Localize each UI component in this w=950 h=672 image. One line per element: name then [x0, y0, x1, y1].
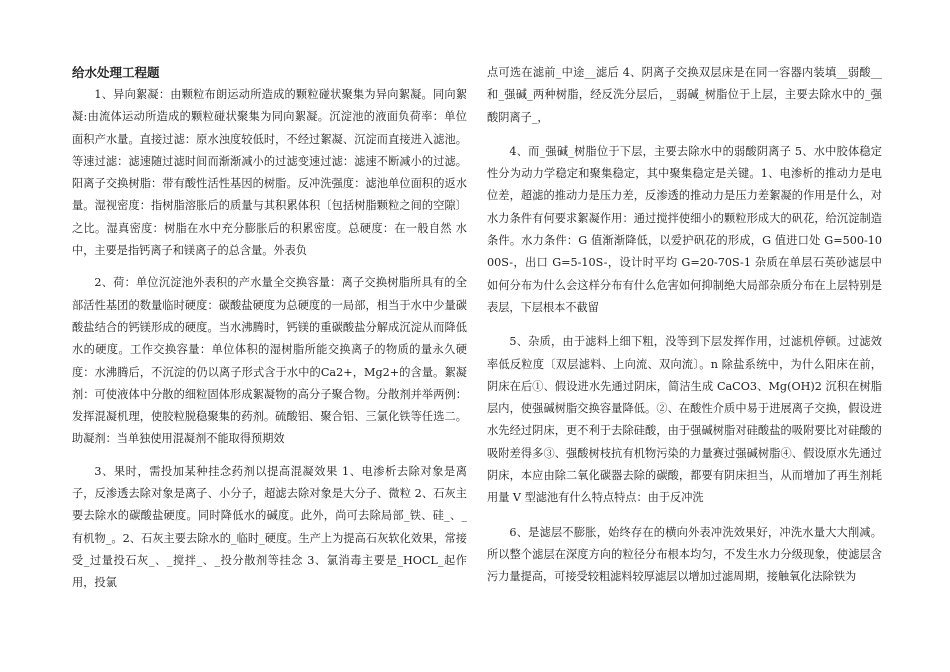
paragraph: 2、荷：单位沉淀池外表积的产水量全交换容量：离子交换树脂所具有的全部活性基团的数量临时硬度：碳酸盐硬度为总硬度的一局部，相当于水中少量碳酸盐结合的钙镁形成的硬度。当水沸腾时，钙镁的重碳酸盐分解成沉淀从而降低水的硬度。工作交换容量：单位体积的湿树脂所能交换离子的物质的量永久硬度：水沸腾后，不沉淀的仍以离子形式含于水中的Ca2+，Mg2+的含量。絮凝剂：可使液体中分散的细粒固体形成絮凝物的高分子聚合物。分散剂并举两例：发挥混凝机理，使胶粒脱稳聚集的药剂。硫酸铝、聚合铝、三氯化铁等任选二。助凝剂：当单独使用混凝剂不能取得预期效	[72, 276, 467, 446]
right-column	[487, 62, 882, 589]
paragraph: 5、杂质，由于滤料上细下粗，没等到下层发挥作用，过滤机停顿。过滤效率低反粒度〔双层滤料、上向流、双向流〕。n 除盐系统中，为什么阳床在前，阴床在后①、假设进水先通过阴床，简洁生成 CaCO3、Mg(OH)2 沉积在树脂层内，使强碱树脂交换容量降低。②、在酸性介质中易于进展离子交换，假设进水先经过阴床，更不利于去除硅酸，由于强碱树脂对硅酸盐的吸附要比对硅酸的吸附差得多③、强酸树枝抗有机物污染的力量赛过强碱树脂④、假设原水先通过阴床，本应由除二氧化碳器去除的碳酸，都要有阴床担当，从而增加了再生剂耗用量 V 型滤池有什么特点特点：由于反冲洗	[487, 335, 882, 505]
document-title: 给水处理工程题	[72, 65, 160, 80]
paragraph: 4、而_强碱_树脂位于下层，主要去除水中的弱酸阴离子 5、水中胶体稳定性分为动力学稳定和聚集稳定，其中聚集稳定是关键。1、电渗析的推动力是电位差，超滤的推动力是压力差，反渗透的推动力是压力差絮凝的作用是什么，对水力条件有何要求絮凝作用：通过搅拌使细小的颗粒形成大的矾花，给沉淀制造条件。水力条件：G 值渐渐降低，以爱护矾花的形成，G 值进口处 G=500-1000S-，出口 G=5-10S-，设计时平均 G=20-70S-1 杂质在单层石英砂滤层中如何分布为什么会这样分布有什么危害如何抑制绝大局部杂质分布在上层特别是表层，下层根本不截留	[487, 144, 882, 314]
paragraph: 1、异向絮凝：由颗粒布朗运动所造成的颗粒碰状聚集为异向絮凝。同向絮凝:由流体运动所造成的颗粒碰状聚集为同向絮凝。沉淀池的液面负荷率：单位面积产水量。直接过滤：原水浊度较低时，不经过絮凝、沉淀而直接进入滤池。等速过滤：滤速随过滤时间而渐渐减小的过滤变速过滤：滤速不断减小的过滤。阳离子交换树脂：带有酸性活性基因的树脂。反冲洗强度：滤池单位面积的返水量。湿视密度：指树脂溶胀后的质量与其积累体积〔包括树脂颗粒之间的空隙〕之比。湿真密度：树脂在水中充分膨胀后的积累密度。总硬度：在一般自然 水中，主要是指钙离子和镁离子的总含量。外表负	[72, 88, 467, 258]
paragraph: 点可选在滤前_中途__滤后 4、阴离子交换双层床是在同一容器内装填__弱酸__和_强碱_两种树脂，经反洗分层后，_弱碱_树脂位于上层，主要去除水中的_强酸阴离子_，	[487, 66, 882, 124]
paragraph: 3、果时，需投加某种挂念药剂以提高混凝效果 1、电渗析去除对象是离子，反渗透去除对象是离子、小分子，超滤去除对象是大分子、微粒 2、石灰主要去除水的碳酸盐硬度。同时降低水的碱度。此外，尚可去除局部_铁、硅_、_有机物_。2、石灰主要去除水的_临时_硬度。生产上为提高石灰软化效果，常接受_过量投石灰_、_搅拌_、_投分散剂等挂念 3、氯消毒主要是_HOCL_起作用，投氯	[72, 464, 467, 590]
left-column	[72, 62, 467, 595]
paragraph: 6、是滤层不膨胀，始终存在的横向外表冲洗效果好，冲洗水量大大削减。所以整个滤层在深度方向的粒径分布根本均匀，不发生水力分级现象，使滤层含污力量提高，可接受较粗滤料较厚滤层以增加过滤周期，接触氧化法除铁为	[487, 525, 882, 584]
